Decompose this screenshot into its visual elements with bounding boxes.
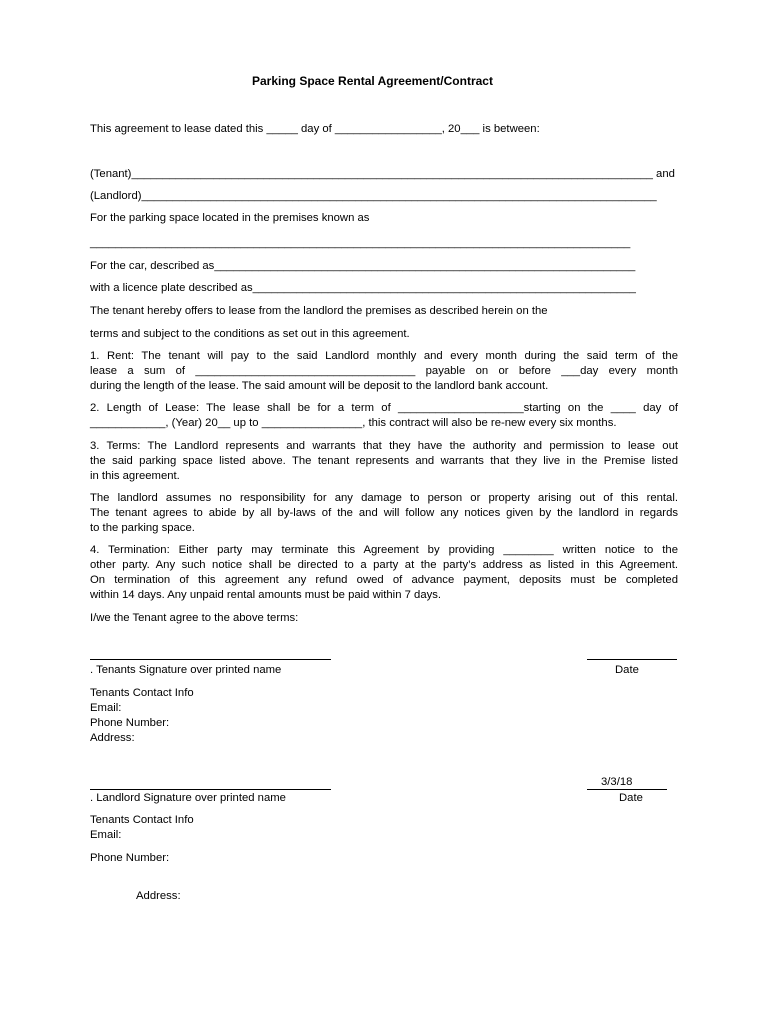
tenant-date-label: Date: [615, 664, 639, 676]
landlord-address-label: Address:: [136, 890, 181, 902]
tenant-address-label: Address:: [90, 732, 135, 744]
offer-line-2: terms and subject to the conditions as set out in this agreement.: [90, 328, 410, 340]
landlord-line: (Landlord)__________________________________________________________________________________: [90, 190, 657, 202]
tenant-contact-heading: Tenants Contact Info: [90, 687, 194, 699]
tenant-signature-line: [90, 659, 331, 660]
termination-clause-line: 4. Termination: Either party may terminate this Agreement by providing ________ written notice to the: [90, 544, 678, 556]
rent-clause-line: lease a sum of ___________________________________ payable on or before ___day every month: [90, 365, 678, 377]
length-clause-line: 2. Length of Lease: The lease shall be for a term of ____________________starting on the ____ day of: [90, 402, 678, 414]
rent-clause-line: 1. Rent: The tenant will pay to the said Landlord monthly and every month during the said term of the: [90, 350, 678, 362]
length-clause: [90, 401, 678, 431]
tenant-email-label: Email:: [90, 702, 122, 714]
tenant-line: (Tenant)___________________________________________________________________________________ and: [90, 168, 675, 180]
document-title: Parking Space Rental Agreement/Contract: [252, 74, 493, 88]
termination-clause-line: within 14 days. Any unpaid rental amounts must be paid within 7 days.: [90, 589, 442, 601]
landlord-date-label: Date: [619, 792, 643, 804]
tenant-phone-label: Phone Number:: [90, 717, 170, 729]
rent-clause-line: during the length of the lease. The said amount will be deposit to the landlord bank account.: [90, 380, 549, 392]
car-line: For the car, described as___________________________________________________________________: [90, 260, 636, 272]
terms-clause-line: in this agreement.: [90, 470, 180, 482]
tenant-date-line: [587, 659, 677, 660]
length-clause-line: ____________, (Year) 20__ up to ________________, this contract will also be re-new every six months.: [90, 417, 617, 429]
parking-space-blank: ______________________________________________________________________________________: [90, 237, 631, 249]
terms-clause-line: the said parking space listed above. The tenant represents and warrants that they live in the Premise listed: [90, 455, 678, 467]
termination-clause-line: On termination of this agreement any refund owed of advance payment, deposits must be completed: [90, 574, 678, 586]
landlord-date-line: [587, 789, 667, 790]
offer-line-1: The tenant hereby offers to lease from the landlord the premises as described herein on the: [90, 305, 548, 317]
terms-clause-line: 3. Terms: The Landlord represents and warrants that they have the authority and permission to lease out: [90, 440, 678, 452]
rent-clause: [90, 349, 678, 394]
liability-clause-line: The landlord assumes no responsibility for any damage to person or property arising out of this rental.: [90, 492, 678, 504]
landlord-email-label: Email:: [90, 829, 122, 841]
intro-line: This agreement to lease dated this _____ day of _________________, 20___ is between:: [90, 123, 540, 135]
landlord-signature-line: [90, 789, 331, 790]
landlord-date-value: 3/3/18: [601, 776, 633, 788]
liability-clause-line: to the parking space.: [90, 522, 195, 534]
tenant-signature-label: . Tenants Signature over printed name: [90, 664, 282, 676]
liability-clause-line: The tenant agrees to abide by all by-laws of the and will follow any notices given by the landlord in regards: [90, 507, 678, 519]
terms-clause: [90, 439, 678, 484]
agree-line: I/we the Tenant agree to the above terms:: [90, 612, 299, 624]
parking-space-label: For the parking space located in the premises known as: [90, 212, 370, 224]
termination-clause: [90, 543, 678, 603]
landlord-signature-label: . Landlord Signature over printed name: [90, 792, 286, 804]
landlord-contact-heading: Tenants Contact Info: [90, 814, 194, 826]
plate-line: with a licence plate described as_____________________________________________________________: [90, 282, 636, 294]
liability-clause: [90, 491, 678, 536]
termination-clause-line: other party. Any such notice shall be directed to a party at the party’s address as listed in this Agreement.: [90, 559, 678, 571]
landlord-phone-label: Phone Number:: [90, 852, 170, 864]
